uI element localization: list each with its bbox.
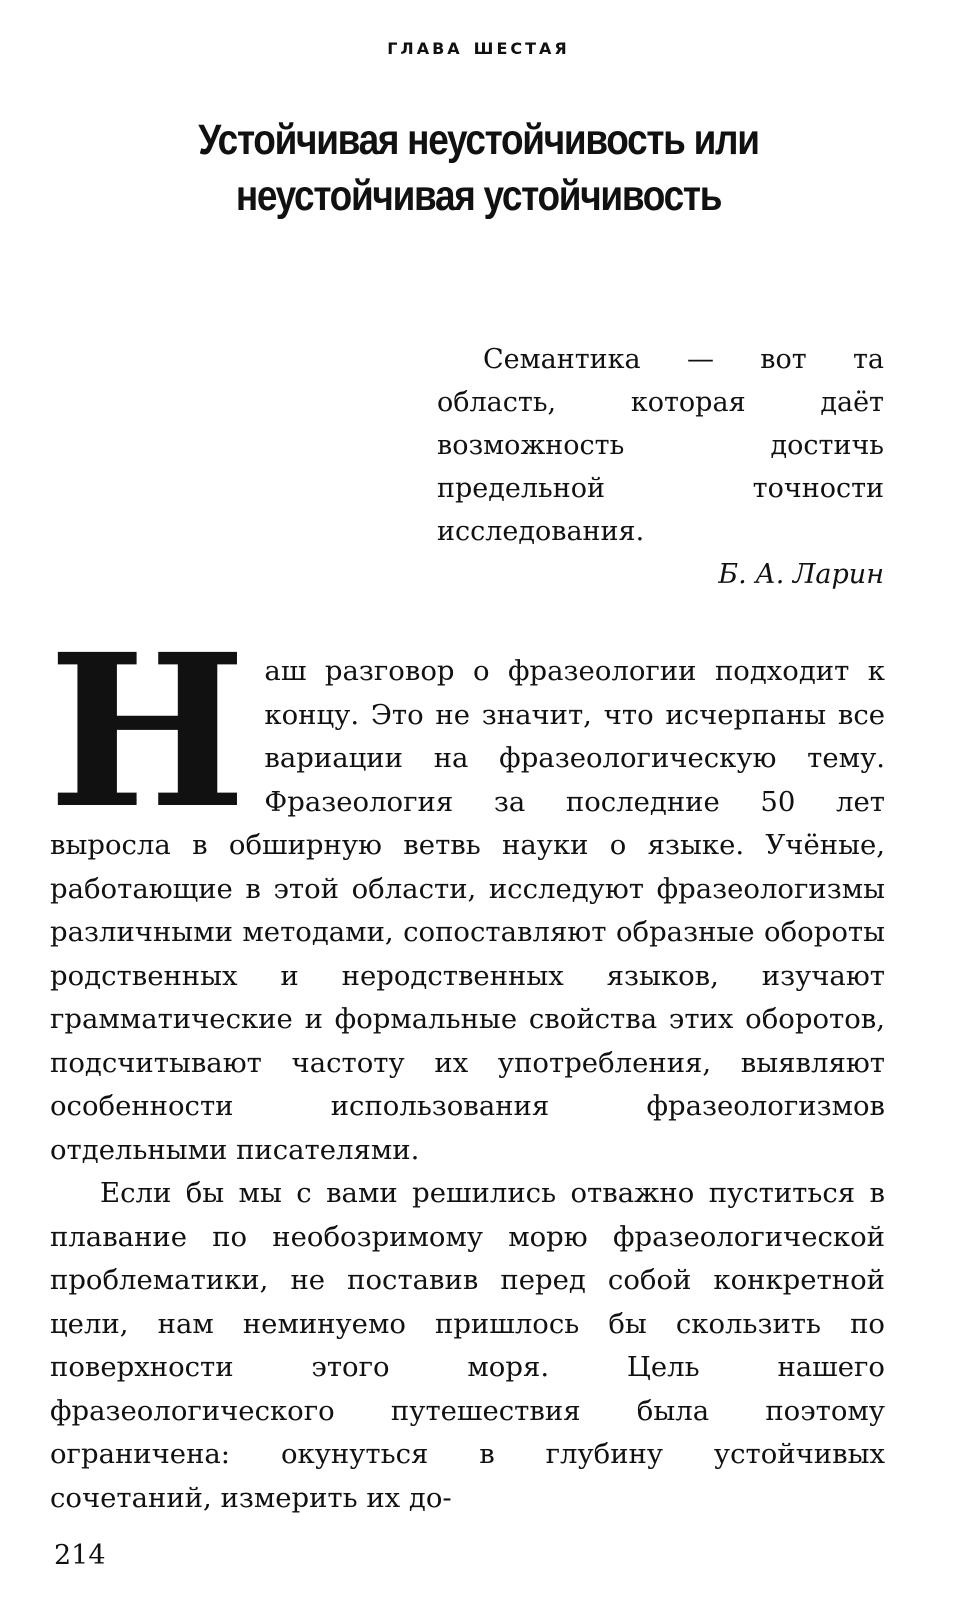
paragraph-2: Если бы мы с вами решились отважно пуститься в плавание по необозримому морю фразеологической проблематики, не поставив перед собой конкретной цели, нам неминуемо пришлось бы скользить по поверхности этого моря. Цель нашего фразеологического путешествия была поэтому ограничена: окунуться в глубину устойчивых сочетаний, измерить их до-: [50, 1177, 885, 1514]
paragraph-1: [48, 608, 885, 1172]
epigraph: [437, 338, 884, 596]
paragraph-1-text: аш разговор о фразеологии подходит к концу. Это не значит, что исчерпаны все вариации на фразеологическую тему. Фразеология за последние 50 лет выросла в обширную ветвь науки о языке. Учёные, работающие в этой области, исследуют фразеологизмы различными методами, сопоставляют образные обороты родственных и неродственных языков, изучают грамматические и формальные свойства этих оборотов, подсчитывают частоту их употребления, выявляют особенности использования фразеологизмов отдельными писателями.: [50, 655, 885, 1166]
epigraph-text: Семантика — вот та область, которая даёт возможность достичь предельной точности исследования.: [437, 344, 884, 547]
chapter-title: Устойчивая неустойчивость или неустойчивая устойчивость: [198, 116, 759, 220]
epigraph-author: Б. А. Ларин: [718, 559, 884, 590]
body-text: [48, 608, 885, 1520]
drop-cap-letter: Н: [48, 608, 247, 855]
chapter-label: глава шестая: [387, 34, 570, 60]
page-number: 214: [54, 1540, 106, 1571]
